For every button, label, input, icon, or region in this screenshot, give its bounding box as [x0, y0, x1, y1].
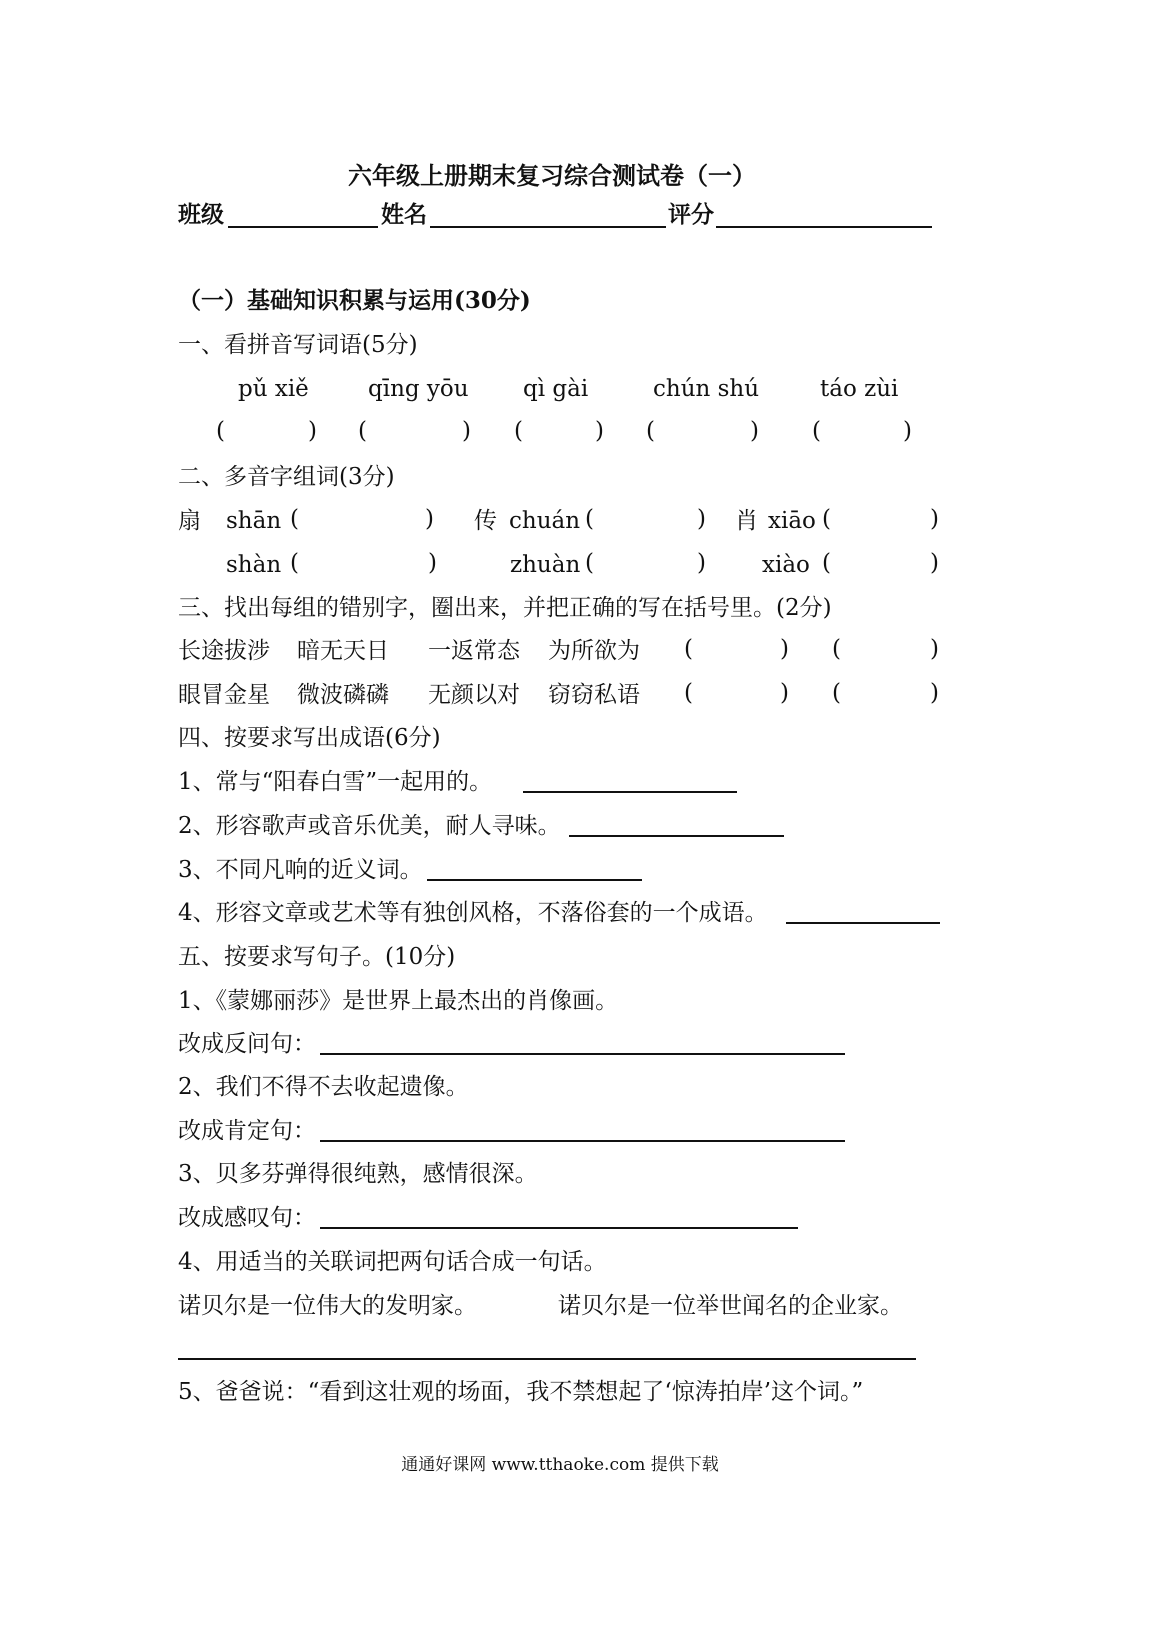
idiom-item: 眼冒金星 — [178, 682, 270, 708]
pinyin-item: qì gài — [523, 376, 589, 402]
page-title: 六年级上册期末复习综合测试卷（一） — [348, 161, 756, 190]
q2-heading: 二、多音字组词(3分) — [178, 464, 395, 490]
polyphone-char: 肖 — [735, 508, 758, 534]
q4-item: 3、不同凡响的近义词。 — [178, 857, 423, 883]
rewrite-prompt: 改成感叹句： — [178, 1205, 316, 1231]
answer-blank[interactable] — [320, 1227, 798, 1229]
polyphone-char: 传 — [474, 508, 497, 534]
answer-paren-open: ( — [585, 506, 594, 532]
sentence-5: 5、爸爸说：“看到这壮观的场面，我不禁想起了‘惊涛拍岸’这个词。” — [178, 1379, 864, 1405]
answer-blank[interactable] — [320, 1053, 845, 1055]
q4-item: 4、形容文章或艺术等有独创风格，不落俗套的一个成语。 — [178, 900, 768, 926]
sentence-1: 1、《蒙娜丽莎》是世界上最杰出的肖像画。 — [178, 988, 619, 1014]
q4-item: 1、常与“阳春白雪”一起用的。 — [178, 769, 493, 795]
answer-paren-open: ( — [812, 418, 821, 444]
answer-blank[interactable] — [569, 835, 784, 837]
polyphone-reading: xiào — [762, 552, 810, 578]
answer-paren-close: ) — [780, 680, 789, 706]
answer-paren-open: ( — [358, 418, 367, 444]
idiom-item: 无颜以对 — [428, 682, 520, 708]
answer-paren-close: ) — [780, 636, 789, 662]
polyphone-reading: shàn — [226, 552, 282, 578]
answer-paren-open: ( — [514, 418, 523, 444]
rewrite-prompt: 改成反问句： — [178, 1031, 316, 1057]
q4-item: 2、形容歌声或音乐优美，耐人寻味。 — [178, 813, 561, 839]
class-label: 班级 — [178, 201, 224, 228]
name-blank[interactable] — [430, 226, 666, 228]
polyphone-reading: chuán — [509, 508, 581, 534]
score-blank[interactable] — [716, 226, 932, 228]
answer-paren-close: ) — [428, 550, 437, 576]
rewrite-prompt: 改成肯定句： — [178, 1118, 316, 1144]
answer-paren-open: ( — [290, 506, 299, 532]
sentence-2: 2、我们不得不去收起遗像。 — [178, 1074, 469, 1100]
answer-paren-close: ) — [930, 506, 939, 532]
answer-paren-open: ( — [585, 550, 594, 576]
idiom-item: 为所欲为 — [548, 638, 640, 664]
answer-paren-open: ( — [822, 550, 831, 576]
answer-paren-close: ) — [903, 418, 912, 444]
answer-paren-open: ( — [216, 418, 225, 444]
answer-paren-close: ) — [462, 418, 471, 444]
answer-paren-open: ( — [822, 506, 831, 532]
pinyin-item: qīng yōu — [368, 376, 469, 402]
class-blank[interactable] — [228, 226, 378, 228]
answer-paren-open: ( — [646, 418, 655, 444]
polyphone-reading: shān — [226, 508, 282, 534]
pinyin-item: pǔ xiě — [238, 376, 309, 402]
polyphone-char: 扇 — [178, 508, 201, 534]
answer-paren-open: ( — [290, 550, 299, 576]
answer-paren-close: ) — [308, 418, 317, 444]
idiom-item: 长途拔涉 — [178, 638, 270, 664]
polyphone-reading: xiāo — [768, 508, 816, 534]
answer-paren-close: ) — [697, 550, 706, 576]
name-label: 姓名 — [381, 201, 427, 228]
answer-paren-open: ( — [832, 680, 841, 706]
answer-paren-close: ) — [930, 680, 939, 706]
answer-blank[interactable] — [320, 1140, 845, 1142]
polyphone-reading: zhuàn — [510, 552, 581, 578]
answer-blank[interactable] — [178, 1358, 916, 1360]
idiom-item: 一返常态 — [428, 638, 520, 664]
sentence-4a: 诺贝尔是一位伟大的发明家。 — [178, 1293, 477, 1319]
pinyin-item: chún shú — [653, 376, 760, 402]
q3-heading: 三、找出每组的错别字，圈出来，并把正确的写在括号里。(2分) — [178, 595, 832, 621]
sentence-4: 4、用适当的关联词把两句话合成一句话。 — [178, 1249, 607, 1275]
answer-paren-close: ) — [595, 418, 604, 444]
section-heading: （一）基础知识积累与运用(30分) — [178, 287, 531, 314]
q5-heading: 五、按要求写句子。(10分) — [178, 944, 456, 970]
q4-heading: 四、按要求写出成语(6分) — [178, 725, 441, 751]
answer-paren-close: ) — [425, 506, 434, 532]
answer-paren-close: ) — [697, 506, 706, 532]
answer-paren-close: ) — [930, 550, 939, 576]
answer-blank[interactable] — [786, 922, 940, 924]
answer-paren-close: ) — [750, 418, 759, 444]
score-label: 评分 — [668, 201, 714, 228]
sentence-3: 3、贝多芬弹得很纯熟，感情很深。 — [178, 1161, 538, 1187]
answer-paren-open: ( — [684, 636, 693, 662]
answer-paren-close: ) — [930, 636, 939, 662]
idiom-item: 微波磷磷 — [297, 682, 389, 708]
answer-blank[interactable] — [523, 791, 737, 793]
idiom-item: 窃窃私语 — [548, 682, 640, 708]
page-footer: 通通好课网 www.tthaoke.com 提供下载 — [401, 1455, 719, 1475]
sentence-4b: 诺贝尔是一位举世闻名的企业家。 — [558, 1293, 903, 1319]
pinyin-item: táo zùi — [820, 376, 899, 402]
answer-blank[interactable] — [427, 879, 642, 881]
answer-paren-open: ( — [832, 636, 841, 662]
answer-paren-open: ( — [684, 680, 693, 706]
idiom-item: 暗无天日 — [297, 638, 389, 664]
q1-heading: 一、看拼音写词语(5分) — [178, 332, 418, 358]
